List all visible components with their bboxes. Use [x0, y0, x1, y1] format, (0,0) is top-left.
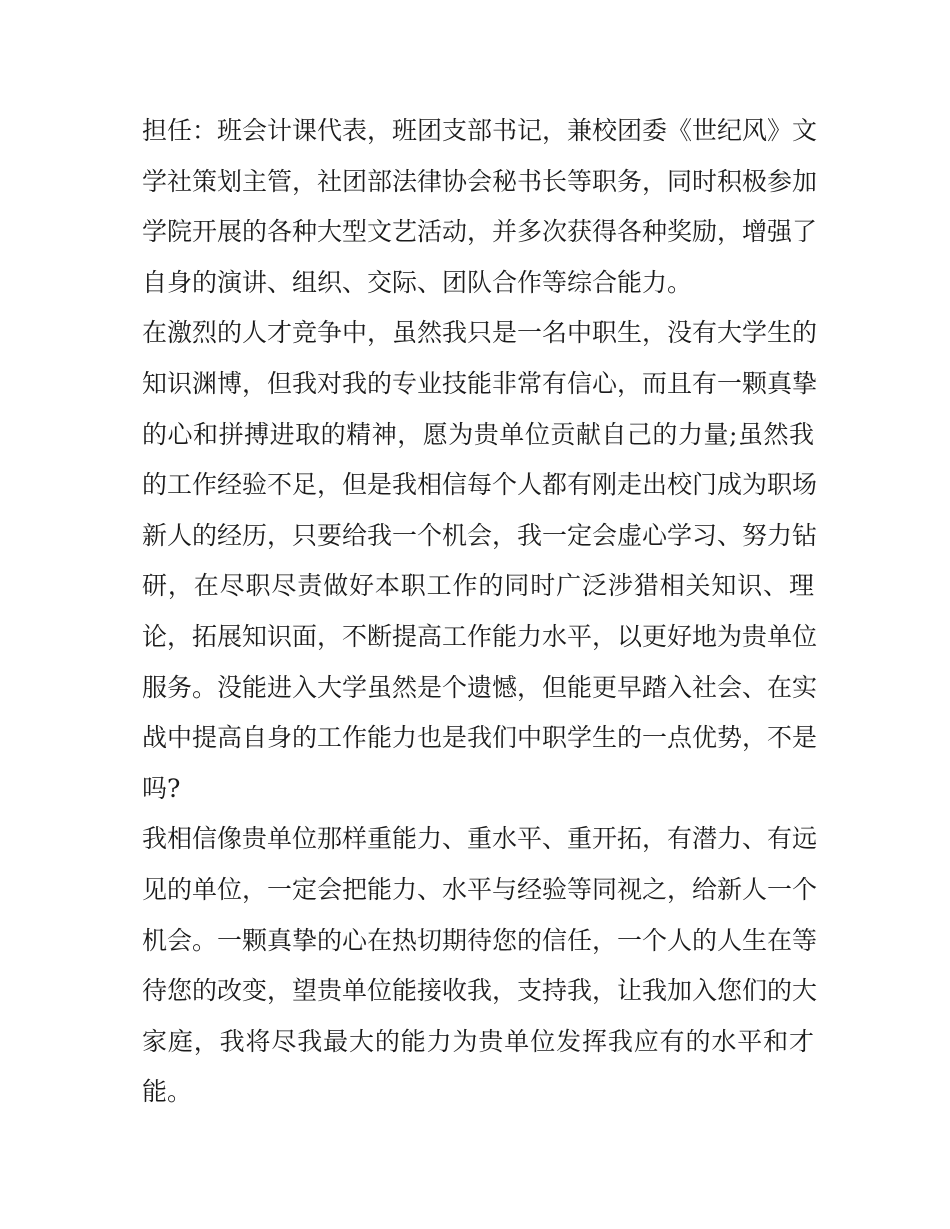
- text-line: 家庭，我将尽我最大的能力为贵单位发挥我应有的水平和才: [142, 1026, 814, 1056]
- text-line: 论，拓展知识面，不断提高工作能力水平，以更好地为贵单位: [142, 621, 818, 651]
- paragraph-1: [142, 106, 818, 308]
- text-line: 服务。没能进入大学虽然是个遗憾，但能更早踏入社会、在实: [142, 672, 818, 702]
- text-line: 的工作经验不足，但是我相信每个人都有刚走出校门成为职场: [142, 470, 818, 500]
- text-line: 学院开展的各种大型文艺活动，并多次获得各种奖励，增强了: [142, 217, 818, 247]
- paragraph-2: [142, 308, 818, 814]
- text-line: 新人的经历，只要给我一个机会，我一定会虚心学习、努力钻: [142, 520, 818, 550]
- document-body: [142, 106, 818, 1118]
- text-line: 研，在尽职尽责做好本职工作的同时广泛涉猎相关知识、理: [142, 571, 814, 601]
- text-line: 我相信像贵单位那样重能力、重水平、重开拓，有潜力、有远: [142, 824, 818, 854]
- text-line: 自身的演讲、组织、交际、团队合作等综合能力。: [142, 267, 693, 297]
- text-line: 学社策划主管，社团部法律协会秘书长等职务，同时积极参加: [142, 166, 818, 196]
- text-line: 待您的改变，望贵单位能接收我，支持我，让我加入您们的大: [142, 976, 818, 1006]
- text-line: 的心和拼搏进取的精神，愿为贵单位贡献自己的力量;虽然我: [142, 419, 814, 449]
- text-line: 吗?: [142, 773, 181, 803]
- text-line: 机会。一颗真挚的心在热切期待您的信任，一个人的人生在等: [142, 925, 818, 955]
- text-line: 见的单位，一定会把能力、水平与经验等同视之，给新人一个: [142, 874, 818, 904]
- text-line: 战中提高自身的工作能力也是我们中职学生的一点优势，不是: [142, 723, 818, 753]
- text-line: 能。: [142, 1077, 193, 1107]
- text-line: 知识渊博，但我对我的专业技能非常有信心，而且有一颗真挚: [142, 368, 818, 398]
- text-line: 在激烈的人才竞争中，虽然我只是一名中职生，没有大学生的: [142, 318, 818, 348]
- text-line: 担任：班会计课代表，班团支部书记，兼校团委《世纪风》文: [142, 116, 818, 145]
- paragraph-3: [142, 814, 818, 1118]
